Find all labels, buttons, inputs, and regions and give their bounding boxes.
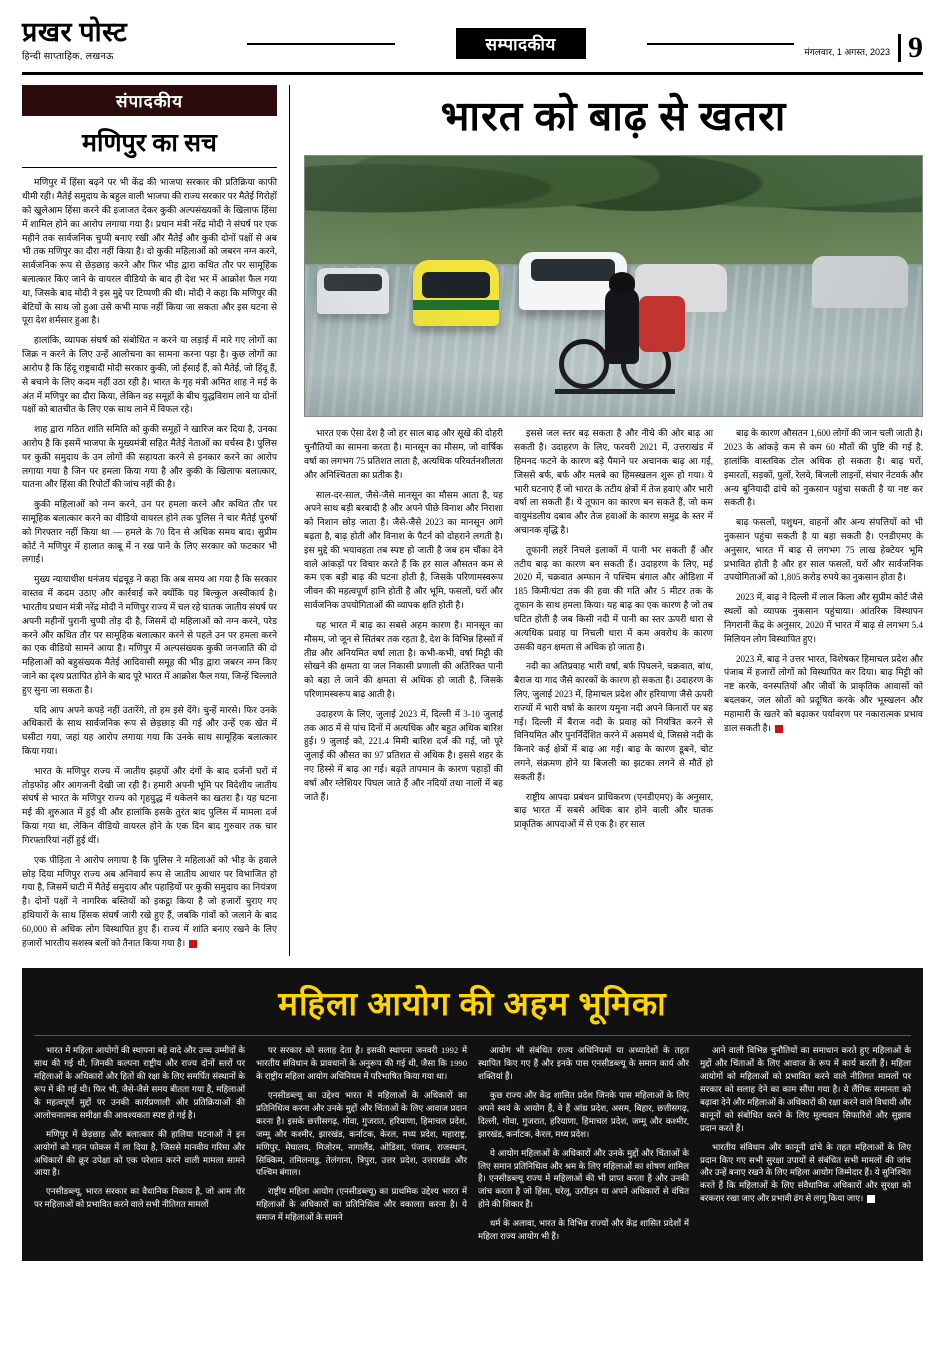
paragraph: ये आयोग महिलाओं के अधिकारों और उनके मुद्दों और चिंताओं के लिए समान प्रतिनिधित्व और श्रम के लिए महिलाओं का शोषण शामिल है। एनसीडब्ल्यू राज्य में महिलाओं की भी प्राप्त करता है और उनकी जांच करता है जो हिंसा, घरेलू, उत्पीड़न या अपने अधिकारों से वंचित होने की शिकार हैं। [478,1147,689,1210]
page-number: 9 [898,34,923,63]
paragraph-last [724,653,923,736]
paragraph: यह भारत में बाढ़ का सबसे अहम कारण है। मानसून का मौसम, जो जून से सितंबर तक रहता है, देश के विभिन्न हिस्सों में तीव्र और अनियमित वर्षा लाता है। कभी-कभी, वर्षा मिट्टी की सोखने की क्षमता या जल निकासी प्रणाली की अतिरिक्त पानी को बहा ले जाने की क्षमता से अधिक हो जाती है, जिसके परिणामस्वरूप बाढ़ आती है। [304,619,503,699]
flood-article [290,85,923,956]
divider [22,167,277,168]
top-area [22,85,923,956]
paragraph: बाढ़ के कारण औसतन 1,600 लोगों की जान चली जाती है। 2023 के आंकड़े कम से कम 60 मौतों की पुष्टि की गई है, हालांकि वास्तविक टोल अधिक हो सकता है। बाढ़ घरों, इमारतों, सड़कों, पुलों, रेलवे, बिजली लाइनों, संचार नेटवर्क और अन्य बुनियादी ढांचे को नुकसान पहुंचा सकती है या नष्ट कर सकती है। [724,428,923,508]
paragraph-text: 2023 में, बाढ़ ने उत्तर भारत, विशेषकर हिमाचल प्रदेश और पंजाब में हजारों लोगों को विस्थापित कर दिया। बाढ़ मिट्टी को नष्ट करके, वनस्पतियों और जीवों के प्राकृतिक आवासों को बदलकर, जल स्रोतों को प्रदूषित करके और भूस्खलन और महामारी के खतरे को बढ़ाकर पर्यावरण पर नकारात्मक प्रभाव डाल सकती है। [724,653,923,733]
paragraph: भारत में महिला आयोगों की स्थापना बड़े वादे और उच्च उम्मीदों के साथ की गई थी, जिनकी कल्पना राष्ट्रीय और राज्य दोनों स्तरों पर महिलाओं के अधिकारों और हितों की रक्षा के लिए समर्पित संस्थानों के रूप में की गई थी। फिर भी, जैसे-जैसे समय बीतता गया है, महिलाओं के महत्वपूर्ण मुद्दों पर उनकी कार्यप्रणाली और प्रतिक्रियाओं की आलोचनात्मक समीक्षा की आवश्यकता स्पष्ट हो गई है। [34,1045,245,1120]
paragraph-last [700,1141,911,1205]
editorial-title: मणिपुर का सच [82,130,217,158]
paragraph: यदि आप अपने कपड़े नहीं उतारेंगे, तो हम इसे देंगे। चुन्हें मारसे। फिर उनके अधिकारों के साथ सार्वजनिक रूप से छेड़छाड़ की गई और उन्हें एक खेत में घसीटा गया, जहां यह आरोप लगाया गया कि उनके साथ सामूहिक बलात्कार किया गया। [22,704,277,757]
section-band [247,26,794,60]
photo-overlay [305,156,922,416]
paragraph: आयोग भी संबंधित राज्य अधिनियमों या अध्यादेशों के तहत स्थापित किए गए हैं और इनके पास एनसीडब्ल्यू के समान कार्य और शक्तियां हैं। [478,1045,689,1082]
masthead-right [804,30,923,64]
paragraph-last [22,854,277,951]
issue-date: मंगलवार, 1 अगस्त, 2023 [804,47,890,58]
feature-column [256,1044,467,1248]
paragraph: आने वाली विभिन्न चुनौतियों का समाधान करते हुए महिलाओं के मुद्दों और चिंताओं के लिए आवाज के रूप में कार्य करती हैं। महिला आयोगों को महिलाओं को प्रभावित करने वाले नीतिगत मामलों पर सरकार को सलाह देने का काम सौंपा गया है। ये लैंगिक समानता को बढ़ावा देने और महिलाओं के अधिकारों की रक्षा करने वाले विधायी और कानूनों को संबोधित करने के लिए मूल्यवान सिफारिशें और सुझाव प्रदान करते हैं। [700,1045,911,1133]
masthead-rule [22,72,923,75]
paragraph: हालांकि, व्यापक संघर्ष को संबोधित न करने या लड़ाई में मारे गए लोगों का जिक्र न करने के लिए उन्हें आलोचना का सामना करना पड़ा है। कुछ लोगों का आरोप है कि हिंदू राष्ट्रवादी मोदी सरकार कुकी, जो ईसाई हैं, को मैतेई, जो हिंदू हैं, से बचाने के लिए कदम नहीं उठा रही है। भारत के गृह मंत्री अमित शाह ने मई के अंत में मणिपुर का दौरा किया, लेकिन वह समूहों के बीच युद्धविराम लाने या दोनों पक्षों को बातचीत के लिए एक साथ लाने में विफल रहे। [22,335,277,415]
paragraph: नदी का अतिप्रवाह भारी वर्षा, बर्फ पिघलने, चक्रवात, बांध, बैराज या गाद जैसे कारकों के कारण हो सकता है। उदाहरण के लिए, जुलाई 2023 में, हिमाचल प्रदेश और हरियाणा जैसे ऊपरी राज्यों में भारी वर्षा के कारण यमुना नदी अपने किनारों पर बह गई। दिल्ली में बैराज नदी के प्रवाह को नियंत्रित करने से विनियमित और पुनर्निर्देशित करने में असमर्थ थे, जिससे नदी के किनारे कई क्षेत्रों में बाढ़ आ गई। बाढ़ के कारण डूबने, चोट लगने, संक्रमण होने या बिजली का झटका लगने से मौतें हो सकती हैं। [514,661,713,782]
brand [22,18,237,62]
paragraph: तूफानी लहरें निचले इलाकों में पानी भर सकती हैं और तटीय बाढ़ का कारण बन सकती हैं। उदाहरण के लिए, मई 2020 में, चक्रवात अम्फान ने पश्चिम बंगाल और ओडिशा में 185 किमी/घंटा तक की हवा की गति और 5 मीटर तक के तूफान के साथ हमला किया। यह बाढ़ का एक कारण है जो तब घटित होती है जब किसी नदी में पानी का स्तर ऊपरी धारा से अत्यधिक प्रवाह या निचली धारा में कम अवरोध के कारण उसकी वहन क्षमता से अधिक हो जाता है। [514,544,713,652]
feature-column [700,1044,911,1248]
end-mark [775,725,783,733]
paragraph: बाढ़ फसलों, पशुधन, वाहनों और अन्य संपत्तियों को भी नुकसान पहुंचा सकती है या बहा सकती है। एनडीएमए के अनुसार, भारत में बाढ़ से लगभग 75 लाख हेक्टेयर भूमि प्रभावित होती है और हर साल फसलों, घरों और सार्वजनिक उपयोगिताओं को 1,805 करोड़ रुपये का नुकसान होता है। [724,517,923,583]
paragraph: पर सरकार को सलाह देता है। इसकी स्थापना जनवरी 1992 में भारतीय संविधान के प्रावधानों के अनुरूप की गई थी, जैसा कि 1990 के राष्ट्रीय महिला आयोग अधिनियम में परिभाषित किया गया था। [256,1045,467,1082]
feature-column [34,1044,245,1248]
paragraph-text: भारतीय संविधान और कानूनी ढांचे के तहत महिलाओं के लिए प्रदान किए गए सभी सुरक्षा उपायों से संबंधित सभी मामलों की जांच और उन्हें बनाए रखने के लिए महिला आयोग जिम्मेदार हैं। ये सुनिश्चित करते हैं कि महिलाओं के लिए संवैधानिक अधिकारों और सुरक्षा को बरकरार रखा जाए और प्रभावी ढंग से लागू किया जाए। [700,1141,911,1204]
paragraph: मणिपुर में छेड़छाड़ और बलात्कार की हालिया घटनाओं ने इन आयोगों को गहन फोकस में ला दिया है, जिससे मानवीय गरिमा और अधिकारों की क्रूर उपेक्षा को एक परेशान करने वाली मामला सामने आया है। [34,1128,245,1178]
paragraph: 2023 में, बाढ़ ने दिल्ली में लाल किला और सुप्रीम कोर्ट जैसे स्थलों को व्यापक नुकसान पहुंचाया। आंतरिक विस्थापन निगरानी केंद्र के अनुसार, 2020 में भारत में बाढ़ से लगभग 5.4 मिलियन लोग विस्थापित हुए। [724,592,923,644]
paragraph: मुख्य न्यायाधीश धनंजय चंद्रचूड़ ने कहा कि अब समय आ गया है कि सरकार वास्तव में कदम उठाए और कार्रवाई करे क्योंकि यह बिल्कुल अस्वीकार्य है। भारतीय प्रधान मंत्री नरेंद्र मोदी ने मणिपुर राज्य में चल रहे घातक जातीय संघर्ष पर अपनी महीनों पुरानी चुप्पी तोड़ दी है, जिसमें दो महिलाओं को नग्न करने, परेड करने और कथित तौर पर सामूहिक बलात्कार करने से पहले उन पर हमला करने का एक वीडियो सामने आया है। मणिपुर में अल्पसंख्यक कुकी जनजाति की दो महिलाओं को बहुसंख्यक मैतेई आदिवासी समूह की भीड़ द्वारा जबरन नग्न किए जाने का दृश्य प्रतापित होने के बाद पूरे भारत में आक्रोश फैल गया, जिन्हें चिल्लाते हुए सुना जा सकता है। [22,574,277,695]
masthead [22,18,923,68]
paragraph: साल-दर-साल, जैसे-जैसे मानसून का मौसम आता है, यह अपने साथ बड़ी बरबादी है और अपने पीछे विनाश और निराशा को निशान छोड़ जाता है। जैसे-जैसे 2023 का मानसून आगे बढ़ता है, बाढ़ होती और विनाश के पैटर्न को दोहराने लगती है। इस मुद्दे की भयावहता तब स्पष्ट हो जाती है जब हम चौंका देने वाले आंकड़ों पर विचार करते हैं कि हर साल औसतन कम से कम एक बड़ी बाढ़ की घटना होती है, जिसके परिणामस्वरूप जीवन की महत्वपूर्ण हानि होती है और भूमि, फसलों, घरों और सार्वजनिक उपयोगिताओं की व्यापक क्षति होती है। [304,489,503,611]
editorial-column [22,85,290,956]
paragraph: धर्म के अलावा, भारत के विभिन्न राज्यों और केंद्र शासित प्रदेशों में महिला राज्य आयोग भी हैं। [478,1218,689,1241]
feature-article [22,968,923,1260]
paragraph: कुकी महिलाओं को नग्न करने, उन पर हमला करने और कथित तौर पर सामूहिक बलात्कार करने का वीडियो वायरल होने तक पुलिस ने चार मैतेई पुरुषों को गिरफ्तार नहीं किया था — हमले के 70 दिन से अधिक समय बाद। सुप्रीम कोर्ट ने मणिपुर में हालात काबू में न रख पाने के लिए सरकार को फटकार भी लगाई। [22,499,277,565]
article-column [724,427,923,838]
editorial-body [22,176,277,950]
paragraph: एनसीडब्ल्यू का उद्देश्य भारत में महिलाओं के अधिकारों का प्रतिनिधित्व करना और उनके मुद्दों और चिंताओं के लिए आवाज प्रदान करना है। इसके छत्तीसगढ़, गोवा, गुजरात, हरियाणा, हिमाचल प्रदेश, जम्मू और कश्मीर, झारखंड, कर्नाटक, केरल, मध्य प्रदेश, महाराष्ट्र, मणिपुर, मेघालय, मिजोरम, नागालैंड, ओडिशा, पंजाब, राजस्थान, सिक्किम, तमिलनाडु, तेलंगाना, त्रिपुरा, उत्तर प्रदेश, उत्तराखंड और पश्चिम बंगाल। [256,1090,467,1178]
feature-headline: महिला आयोग की अहम भूमिका [278,987,667,1024]
paragraph: शाह द्वारा गठित शांति समिति को कुकी समूहों ने खारिज कर दिया है, उनका आरोप है कि इसमें भाजपा के मुख्यमंत्री सहित मैतेई नेताओं का वर्चस्व है। पुलिस पर कुकी समुदाय के उन लोगों की सहायता करने से इनकार करने का आरोप लगाया गया है जिन पर हमला किया गया है और कुकी के खिलाफ बलात्कार, यातना और हिंसा की रिपोर्टों की जांच नहीं की है। [22,424,277,490]
paragraph: राष्ट्रीय महिला आयोग (एनसीडब्ल्यू) का प्राथमिक उद्देश्य भारत में महिलाओं के अधिकारों का प्रतिनिधित्व और वकालत करना है। ये समाज में महिलाओं के सामने [256,1186,467,1223]
paragraph: इससे जल स्तर बढ़ सकता है और नीचे की ओर बाढ़ आ सकती है। उदाहरण के लिए, फरवरी 2021 में, उत्तराखंड में हिमनद फटने के कारण बड़े पैमाने पर अचानक बाढ़ आ गई, जिससे बर्फ, बर्फ और मलबे का हिमस्खलन शुरू हो गया। ये भारी घटनाएं हैं जो भारत के तटीय क्षेत्रों में तेज हवाएं और भारी वर्षा ला सकती हैं। ये तूफान का कारण बन सकते हैं, जो कम वायुमंडलीय दबाव और तेज हवाओं के कारण समुद्र के स्तर में अचानक वृद्धि है। [514,428,713,536]
publication-subtitle: हिन्दी साप्ताहिक, लखनऊ [22,51,114,63]
paragraph: भारत एक ऐसा देश है जो हर साल बाढ़ और सूखे की दोहरी चुनौतियों का सामना करता है। मानसून का मौसम, जो वार्षिक वर्षा का लगभग 75 प्रतिशत लाता है, अत्यधिक परिवर्तनशीलता और अनिश्चितता का प्रतीक है। [304,428,503,480]
feature-columns [34,1044,911,1248]
article-column [514,427,713,838]
publication-logo: प्रखर पोस्ट [22,17,128,47]
end-mark [189,940,197,948]
paragraph: एनसीडब्ल्यू, भारत सरकार का वैधानिक निकाय है, जो आम तौर पर महिलाओं को प्रभावित करने वाले सभी नीतिगत मामलों [34,1186,245,1210]
article-headline: भारत को बाढ़ से खतरा [440,93,787,140]
paragraph: कुछ राज्य और केंद्र शासित प्रदेश जिनके पास महिलाओं के लिए अपने स्वयं के आयोग हैं, वे हैं आंध्र प्रदेश, असम, बिहार, छत्तीसगढ़, दिल्ली, गोवा, गुजरात, हरियाणा, हिमाचल प्रदेश, जम्मू और कश्मीर, झारखंड, कर्नाटक, केरल, मध्य प्रदेश। [478,1090,689,1139]
end-mark [867,1195,875,1203]
paragraph: उदाहरण के लिए, जुलाई 2023 में, दिल्ली में 3-10 जुलाई तक आठ में से पांच दिनों में अत्यधिक और बहुत अधिक बारिश हुई। 9 जुलाई को, 221.4 मिमी बारिश दर्ज की गई, जो पूरे जुलाई की औसत का 97 प्रतिशत से अधिक है। इससे शहर के नए हिस्से में बाढ़ आ गई। बढ़ते तापमान के कारण पहाड़ों की वर्षा और ग्लेशियर पिघल जाते हैं और नदियों तथा नालों में बह जाते हैं। [304,708,503,802]
editorial-label: संपादकीय [22,85,277,116]
feature-column [478,1044,689,1248]
paragraph-text: एक पीड़िता ने आरोप लगाया है कि पुलिस ने महिलाओं को भीड़ के हवाले छोड़ दिया मणिपुर राज्य अब अनिवार्य रूप से जातीय आधार पर विभाजित हो गया है, जिसमें घाटी में मैतेई समुदाय और पहाड़ियों पर कुकी समुदाय का नियंत्रण है। दोनों पक्षों ने नागरिक बस्तियों को इकट्ठा किया है जो हजारों चुराए गए हथियारों के साथ हिंसक संघर्ष जारी रखे हुए हैं, जबकि गांवों को जलाने के बाद 60,000 से अधिक लोग विस्थापित हुए हैं। राज्य में शांति बनाए रखने के लिए हजारों भारतीय सशस्त्र बलों को तैनात किया गया है। [22,854,277,948]
paragraph: भारत के मणिपुर राज्य में जातीय झड़पों और दंगों के बाद दर्जनों घरों में तोड़फोड़ और आगजनी देखी जा रही है। हमारी अपनी भूमि पर विदेशीय जातीय संघर्ष से भारत के मणिपुर राज्य को गृहयुद्ध में धकेलने का खतरा है। यह घटना मई की शुरुआत में हुई थी और हालांकि इसके तुरंत बाद पुलिस में मामला दर्ज किया गया था, लेकिन वीडियो वायरल होने के एक दिन बाद गुरुवार तक चार गिरफ्तारियां नहीं हुई थीं। [22,765,277,845]
section-title: सम्पादकीय [456,28,586,59]
feature-body [34,1035,911,1248]
flood-article-columns [304,427,923,838]
flood-photo [304,155,923,417]
paragraph: मणिपुर में हिंसा बढ़ने पर भी केंद्र की भाजपा सरकार की प्रतिक्रिया काफी धीमी रही। मैतेई समुदाय के बहुल वाली भाजपा की राज्य सरकार पर मैतेई गिरोहों को खुलेआम हिंसा करने की इजाजत देकर कुकी अल्पसंख्यकों के खिलाफ हिंसा में शामिल होने का आरोप लगाया गया है। प्रधान मंत्री नरेंद्र मोदी ने संघर्ष पर एक महीने तक सार्वजनिक चुप्पी बनाए रखी और मैतेई और कुकी दोनों पक्षों से अब भी तक मणिपुर का दौरा नहीं किया है। दो कुकी महिलाओं को जबरन नग्न करने, सार्वजनिक रूप से छेड़छाड़ करने और फिर भीड़ द्वारा कथित तौर पर सामूहिक बलात्कार किए जाने के वायरल वीडियो के बाद ही देश भर में आक्रोश फैल गया था, जिसके बाद मोदी ने इस मुद्दे पर टिप्पणी की थी। मोदी ने कहा कि मणिपुर की बेटियों के साथ जो हुआ उसे कभी माफ नहीं किया जा सकता और इस घटना से पूरा देश शर्मसार हुआ है। [22,177,277,326]
paragraph: राष्ट्रीय आपदा प्रबंधन प्राधिकरण (एनडीएमए) के अनुसार, बाढ़ भारत में सबसे अधिक बार होने वाली और घातक प्राकृतिक आपदाओं में से एक है। हर साल [514,791,713,830]
article-column [304,427,503,838]
